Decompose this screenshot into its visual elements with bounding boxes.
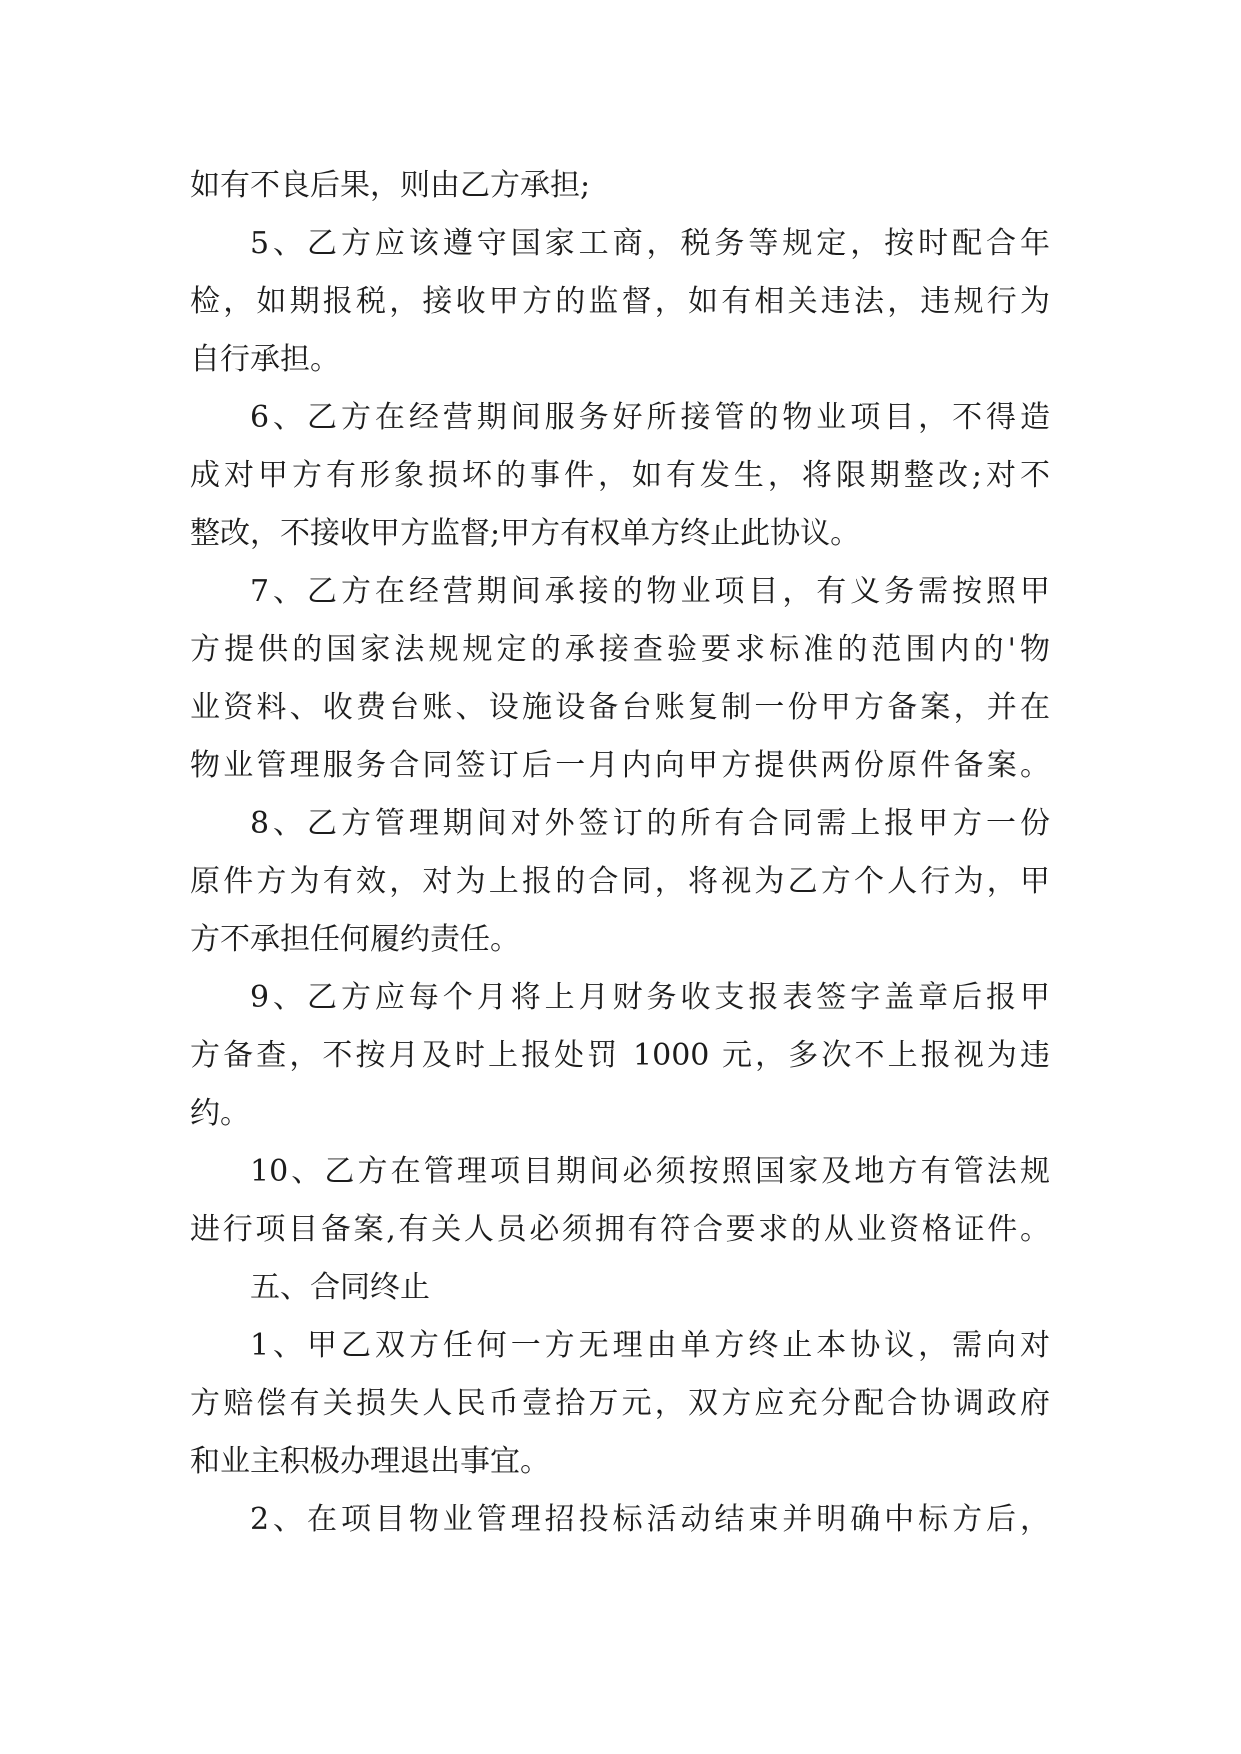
text-line: 成对甲方有形象损坏的事件，如有发生，将限期整改;对不: [190, 458, 1050, 493]
text-line: 如有不良后果，则由乙方承担;: [190, 168, 591, 203]
section-heading: 五、合同终止: [250, 1270, 430, 1305]
text-line: 物业管理服务合同签订后一月内向甲方提供两份原件备案。: [190, 748, 1050, 783]
text-line: 整改，不接收甲方监督;甲方有权单方终止此协议。: [190, 516, 861, 551]
text-line: 6、乙方在经营期间服务好所接管的物业项目，不得造: [250, 400, 1050, 435]
text-line: 7、乙方在经营期间承接的物业项目，有义务需按照甲: [250, 574, 1050, 609]
text-line: 原件方为有效，对为上报的合同，将视为乙方个人行为，甲: [190, 864, 1050, 899]
text-line: 1、甲乙双方任何一方无理由单方终止本协议，需向对: [250, 1328, 1050, 1363]
text-line: 自行承担。: [190, 342, 340, 377]
text-line: 方不承担任何履约责任。: [190, 922, 520, 957]
text-line: 方赔偿有关损失人民币壹拾万元，双方应充分配合协调政府: [190, 1386, 1050, 1421]
text-line: 检，如期报税，接收甲方的监督，如有相关违法，违规行为: [190, 284, 1050, 319]
text-line: 10、乙方在管理项目期间必须按照国家及地方有管法规: [250, 1154, 1050, 1189]
text-line: 进行项目备案,有关人员必须拥有符合要求的从业资格证件。: [190, 1212, 1050, 1247]
text-line: 8、乙方管理期间对外签订的所有合同需上报甲方一份: [250, 806, 1050, 841]
text-line: 方备查，不按月及时上报处罚 1000 元，多次不上报视为违: [190, 1038, 1050, 1073]
text-line: 和业主积极办理退出事宜。: [190, 1444, 550, 1479]
text-line: 约。: [190, 1096, 250, 1131]
text-line: 方提供的国家法规规定的承接查验要求标准的范围内的'物: [190, 632, 1050, 667]
text-line: 5、乙方应该遵守国家工商，税务等规定，按时配合年: [250, 226, 1050, 261]
text-line: 9、乙方应每个月将上月财务收支报表签字盖章后报甲: [250, 980, 1050, 1015]
text-line: 2、在项目物业管理招投标活动结束并明确中标方后，: [250, 1502, 1050, 1537]
text-line: 业资料、收费台账、设施设备台账复制一份甲方备案，并在: [190, 690, 1050, 725]
